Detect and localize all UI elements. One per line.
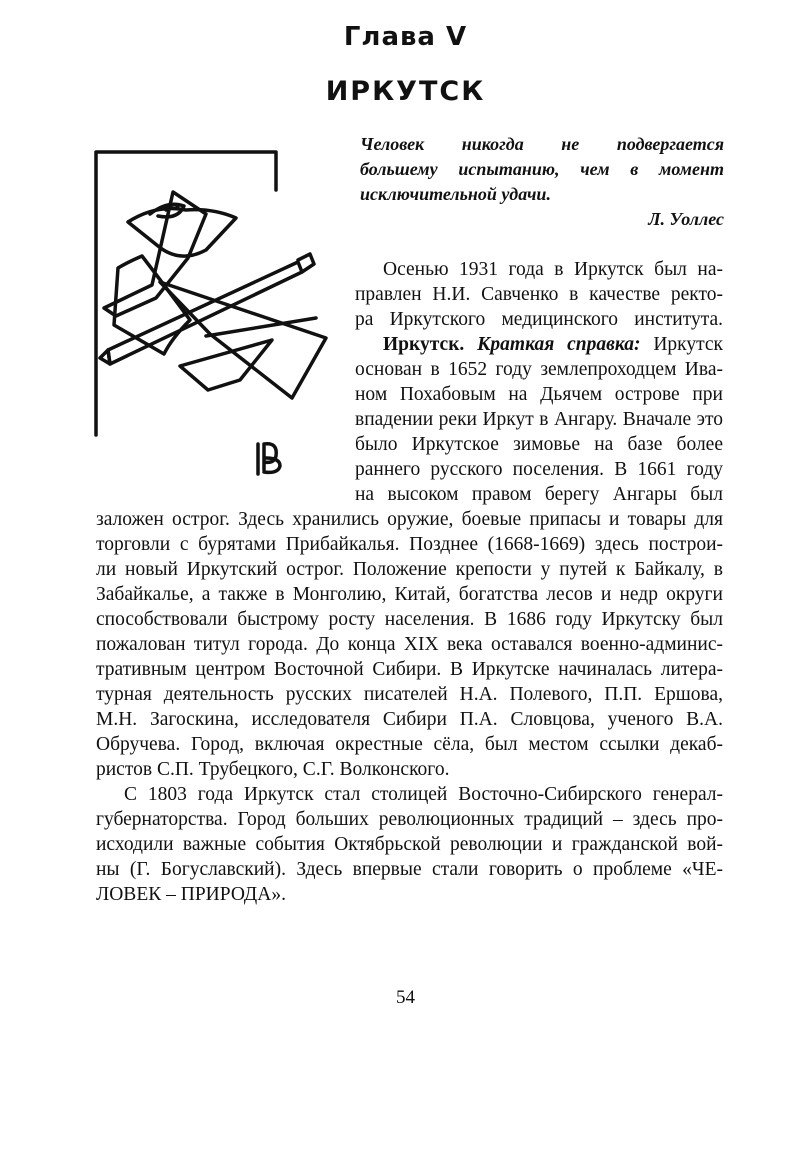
- paragraph-line: тративным центром Восточной Сибири. В Иркутске начиналась литера-: [96, 659, 723, 680]
- paragraph-line: торговли с бурятами Прибайкалья. Позднее (1668-1669) здесь построи-: [96, 534, 723, 555]
- chapter-heading: Глава V: [343, 22, 468, 52]
- paragraph-line: Осенью 1931 года в Иркутск был на-: [383, 259, 723, 280]
- paragraph-line: ли новый Иркутский острог. Положение крепости у путей к Байкалу, в: [96, 559, 723, 580]
- paragraph-line: способствовали быстрому росту населения. В 1686 году Иркутску был: [96, 609, 723, 630]
- epigraph: [360, 132, 724, 232]
- paragraph-line: ном Похабовым на Дьячем острове при: [355, 384, 723, 405]
- paragraph-line: Обручева. Город, включая окрестные сёла, был местом ссылки декаб-: [96, 734, 723, 755]
- paragraph-line: губернаторства. Город больших революционных традиций – здесь про-: [96, 809, 723, 830]
- paragraph-lead-line: [355, 332, 723, 357]
- epigraph-line: Человек никогда не подвергается: [360, 134, 724, 154]
- epigraph-line: исключительной удачи.: [360, 184, 551, 204]
- page-number: 54: [396, 987, 415, 1008]
- paragraph-line: турная деятельность русских писателей Н.А. Полевого, П.П. Ершова,: [96, 684, 723, 705]
- chapter-title: ИРКУТСК: [325, 76, 486, 107]
- paragraph-line: правлен Н.И. Савченко в качестве ректо-: [355, 284, 723, 305]
- paragraph-line: ны (Г. Богуславский). Здесь впервые стали говорить о проблеме «ЧЕ-: [96, 859, 723, 880]
- paragraph-line: М.Н. Загоскина, исследователя Сибири П.А. Словцова, ученого В.А.: [96, 709, 723, 730]
- paragraph-line: впадении реки Иркут в Ангару. Вначале это: [355, 409, 723, 430]
- paragraph-line: заложен острог. Здесь хранились оружие, боевые припасы и товары для: [96, 509, 723, 530]
- paragraph-line: ра Иркутского медицинского института.: [355, 309, 723, 330]
- paragraph-line: раннего русского поселения. В 1661 году: [355, 459, 723, 480]
- paragraph-line: С 1803 года Иркутск стал столицей Восточно-Сибирского генерал-: [124, 784, 723, 805]
- paragraph-last-line: ристов С.П. Трубецкого, С.Г. Волконского.: [96, 759, 450, 780]
- epigraph-author: Л. Уоллес: [648, 209, 724, 229]
- pen-and-paper-illustration: [88, 140, 343, 485]
- lead-italic: Краткая справка:: [477, 334, 641, 355]
- paragraph-line: пожалован титул города. До конца XIX века оставался военно-админис-: [96, 634, 723, 655]
- lead-bold: Иркутск.: [383, 334, 465, 355]
- wide-text-block: [96, 507, 723, 907]
- lead-rest: Иркутск: [640, 334, 723, 355]
- paragraph-line: было Иркутское зимовье на базе более: [355, 434, 723, 455]
- paragraph-line: основан в 1652 году землепроходцем Ива-: [355, 359, 723, 380]
- epigraph-line: большему испытанию, чем в момент: [360, 159, 724, 179]
- paragraph-last-line: ЛОВЕК – ПРИРОДА».: [96, 884, 286, 905]
- paragraph-line: Забайкалье, а также в Монголию, Китай, богатства лесов и недр округи: [96, 584, 723, 605]
- paragraph-line: на высоком правом берегу Ангары был: [355, 484, 723, 505]
- paragraph-line: исходили важные события Октябрьской революции и гражданской вой-: [96, 834, 723, 855]
- narrow-text-column: [355, 257, 723, 507]
